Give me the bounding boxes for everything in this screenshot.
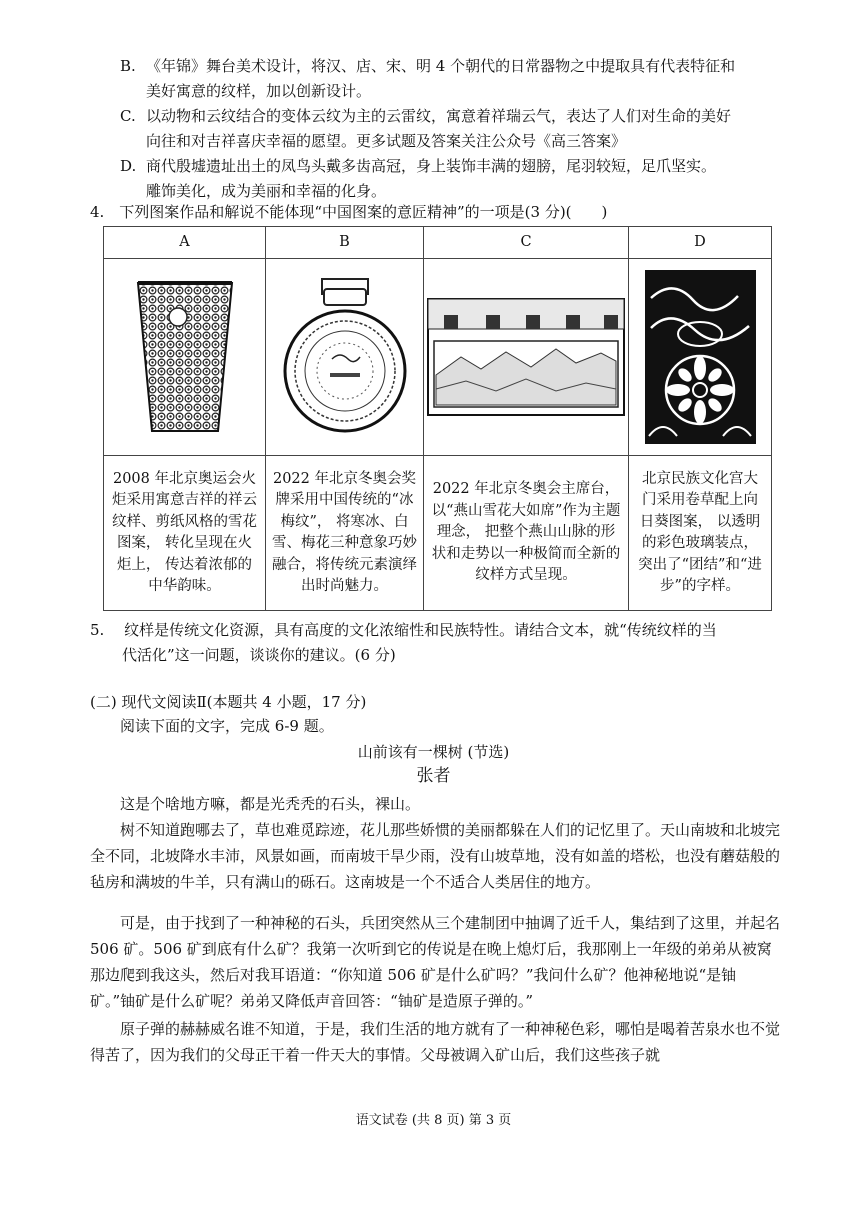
caption-c: 2022 年北京冬奥会主席台，以“燕山雪花大如席”作为主题理念， 把整个燕山山脉的形状和走势以一种极简而全新的纹样方式呈现。 [424, 456, 629, 611]
header-d: D [629, 227, 772, 259]
option-line: 以动物和云纹结合的变体云纹为主的云雷纹，寓意着祥瑞云气，表达了人们对生命的美好 [146, 107, 732, 125]
gate-pattern-image [643, 268, 758, 446]
question-5-line: 5. 纹样是传统文化资源，具有高度的文化浓缩性和民族特性。请结合文本，就“传统纹样的当 [90, 621, 717, 639]
article-paragraph: 可是，由于找到了一种神秘的石头，兵团突然从三个建制团中抽调了近千人，集结到了这里，并起名 506 矿。506 矿到底有什么矿？我第一次听到它的传说是在晚上熄灯后，我那刚上一年级的弟弟从被窝那边爬到我这头，然后对我耳语道：“你知道 506 矿是什么矿吗？”我问什么矿？他神秘地说“是铀矿。”铀矿是什么矿呢？弟弟又降低声音回答：“铀矿是造原子弹的。” [90, 914, 781, 1010]
question-4: 4. 下列图案作品和解说不能体现“中国图案的意匠精神”的一项是(3 分)( ) [90, 203, 608, 221]
torch-image-cell [104, 259, 266, 456]
medal-pattern-image [280, 275, 410, 440]
option-line: 美好寓意的纹样，加以创新设计。 [146, 82, 372, 100]
torch-pattern-image [130, 277, 240, 437]
option-line: 《年锦》舞台美术设计，将汉、店、宋、明 4 个朝代的日常器物之中提取具有代表特征和 [146, 57, 736, 75]
option-label: D. [120, 157, 137, 175]
gate-image-cell [629, 259, 772, 456]
section-heading: (二) 现代文阅读Ⅱ(本题共 4 小题，17 分) [90, 693, 367, 711]
article-author: 张者 [416, 766, 451, 786]
option-line: 雕饰美化，成为美丽和幸福的化身。 [146, 182, 387, 200]
article-title: 山前该有一棵树 (节选) [357, 743, 510, 761]
question-5-line: 代活化”这一问题，谈谈你的建议。(6 分) [122, 646, 396, 664]
header-a: A [104, 227, 266, 259]
question-5 [90, 618, 790, 668]
option-label: C. [120, 107, 136, 125]
article-paragraph: 原子弹的赫赫威名谁不知道，于是，我们生活的地方就有了一种神秘色彩，哪怕是喝着苦泉水也不觉得苦了，因为我们的父母正干着一件天大的事情。父母被调入矿山后，我们这些孩子就 [90, 1020, 781, 1064]
option-label: B. [120, 57, 136, 75]
header-c: C [424, 227, 629, 259]
medal-image-cell [266, 259, 424, 456]
caption-d: 北京民族文化宫大门采用卷草配上向日葵图案， 以透明的彩色玻璃装点，突出了“团结”和“进步”的字样。 [629, 456, 772, 611]
podium-pattern-image [426, 297, 626, 417]
pattern-table [103, 226, 772, 611]
article-paragraph: 树不知道跑哪去了，草也难觅踪迹，花儿那些娇惯的美丽都躲在人们的记忆里了。天山南坡和北坡完全不同，北坡降水丰沛，风景如画，而南坡干旱少雨，没有山坡草地，没有如盖的塔松，也没有蘑菇般的毡房和满坡的牛羊，只有满山的砾石。这南坡是一个不适合人类居住的地方。 [90, 821, 781, 891]
header-b: B [266, 227, 424, 259]
caption-b: 2022 年北京冬奥会奖牌采用中国传统的“冰梅纹”， 将寒冰、白雪、梅花三种意象巧妙融合，将传统元素演绎出时尚魅力。 [266, 456, 424, 611]
option-line: 向往和对吉祥喜庆幸福的愿望。更多试题及答案关注公众号《高三答案》 [146, 132, 627, 150]
article-paragraph: 这是个啥地方嘛，都是光秃秃的石头，裸山。 [120, 795, 421, 813]
caption-a: 2008 年北京奥运会火炬采用寓意吉祥的祥云纹样、剪纸风格的雪花图案， 转化呈现在火炬上， 传达着浓郁的中华韵味。 [104, 456, 266, 611]
reading-instruction: 阅读下面的文字，完成 6-9 题。 [120, 717, 334, 735]
option-line: 商代殷墟遗址出土的凤鸟头戴多齿高冠，身上装饰丰满的翅膀，尾羽较短，足爪坚实。 [146, 157, 717, 175]
podium-image-cell [424, 259, 629, 456]
page-footer: 语文试卷 (共 8 页) 第 3 页 [355, 1113, 512, 1128]
